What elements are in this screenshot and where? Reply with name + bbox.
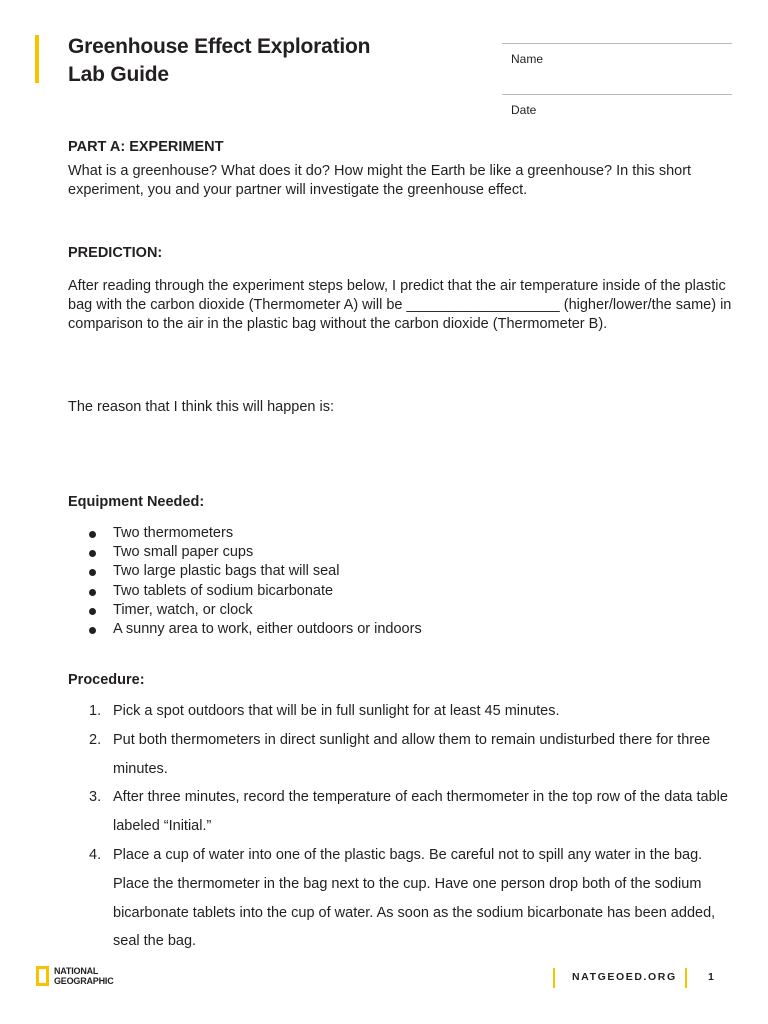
prediction-text: After reading through the experiment steps below, I predict that the air temperature inside of the plastic bag with the carbon dioxide (Thermometer A) will be ___________________ (higher/lower/the same) in comparison to the air in the plastic bag without the carbon dioxide (Thermometer B). <box>68 278 732 332</box>
list-item <box>68 543 422 562</box>
logo-line-1: NATIONAL <box>54 966 99 976</box>
procedure-list <box>68 697 738 956</box>
bullet-icon <box>89 569 96 576</box>
step-number: 2. <box>89 731 102 748</box>
date-field-top-line <box>502 94 732 95</box>
equipment-item-label: Timer, watch, or clock <box>113 601 253 618</box>
yellow-frame-icon <box>36 966 49 986</box>
list-item <box>68 620 422 639</box>
name-field-label: Name <box>511 52 544 66</box>
page-number: 1 <box>708 971 714 983</box>
equipment-heading: Equipment Needed: <box>68 494 205 510</box>
list-item <box>68 582 422 601</box>
step-text: Place a cup of water into one of the plastic bags. Be careful not to spill any water in the bag. Place the thermometer in the bag next to the cup. Have one person drop both of the sodium bicarbonate tablets into the cup of water. As soon as the sodium bicarbonate has been added, seal the bag. <box>113 846 716 950</box>
footer-divider-left <box>553 968 555 988</box>
equipment-item-label: A sunny area to work, either outdoors or indoors <box>113 620 422 637</box>
page-title <box>68 33 370 89</box>
bullet-icon <box>89 608 96 615</box>
part-a-heading: PART A: EXPERIMENT <box>68 139 224 155</box>
logo-wordmark <box>54 966 114 986</box>
step-text: Pick a spot outdoors that will be in full sunlight for at least 45 minutes. <box>113 703 560 719</box>
equipment-item-label: Two small paper cups <box>113 544 254 561</box>
list-item <box>68 601 422 620</box>
list-item <box>68 783 738 841</box>
national-geographic-logo <box>36 966 114 986</box>
logo-line-2: GEOGRAPHIC <box>54 976 114 986</box>
procedure-heading: Procedure: <box>68 672 145 688</box>
title-accent-bar <box>35 35 39 83</box>
footer-divider-right <box>685 968 687 988</box>
list-item <box>68 726 738 784</box>
step-number: 1. <box>89 703 102 719</box>
name-field-top-line <box>502 43 732 44</box>
title-line-2: Lab Guide <box>68 63 169 86</box>
list-item <box>68 524 422 543</box>
prediction-reason: The reason that I think this will happen is: <box>68 399 334 415</box>
bullet-icon <box>89 531 96 538</box>
step-number: 3. <box>89 789 102 806</box>
step-number: 4. <box>89 846 102 863</box>
bullet-icon <box>89 627 96 634</box>
list-item <box>68 697 738 726</box>
bullet-icon <box>89 589 96 596</box>
footer-site-link[interactable]: NATGEOED.ORG <box>572 971 677 983</box>
step-text: After three minutes, record the temperature of each thermometer in the top row of the data table labeled “Initial.” <box>113 789 728 835</box>
list-item <box>68 841 738 956</box>
equipment-item-label: Two large plastic bags that will seal <box>113 563 340 580</box>
list-item <box>68 562 422 581</box>
prediction-heading: PREDICTION: <box>68 245 163 261</box>
step-text: Put both thermometers in direct sunlight and allow them to remain undisturbed there for three minutes. <box>113 731 711 777</box>
title-line-1: Greenhouse Effect Exploration <box>68 35 371 58</box>
bullet-icon <box>89 550 96 557</box>
part-a-intro: What is a greenhouse? What does it do? How might the Earth be like a greenhouse? In this short experiment, you and your partner will investigate the greenhouse effect. <box>68 163 692 198</box>
equipment-item-label: Two tablets of sodium bicarbonate <box>113 582 334 599</box>
date-field-label: Date <box>511 103 537 117</box>
equipment-item-label: Two thermometers <box>113 525 234 541</box>
equipment-list <box>68 524 422 639</box>
